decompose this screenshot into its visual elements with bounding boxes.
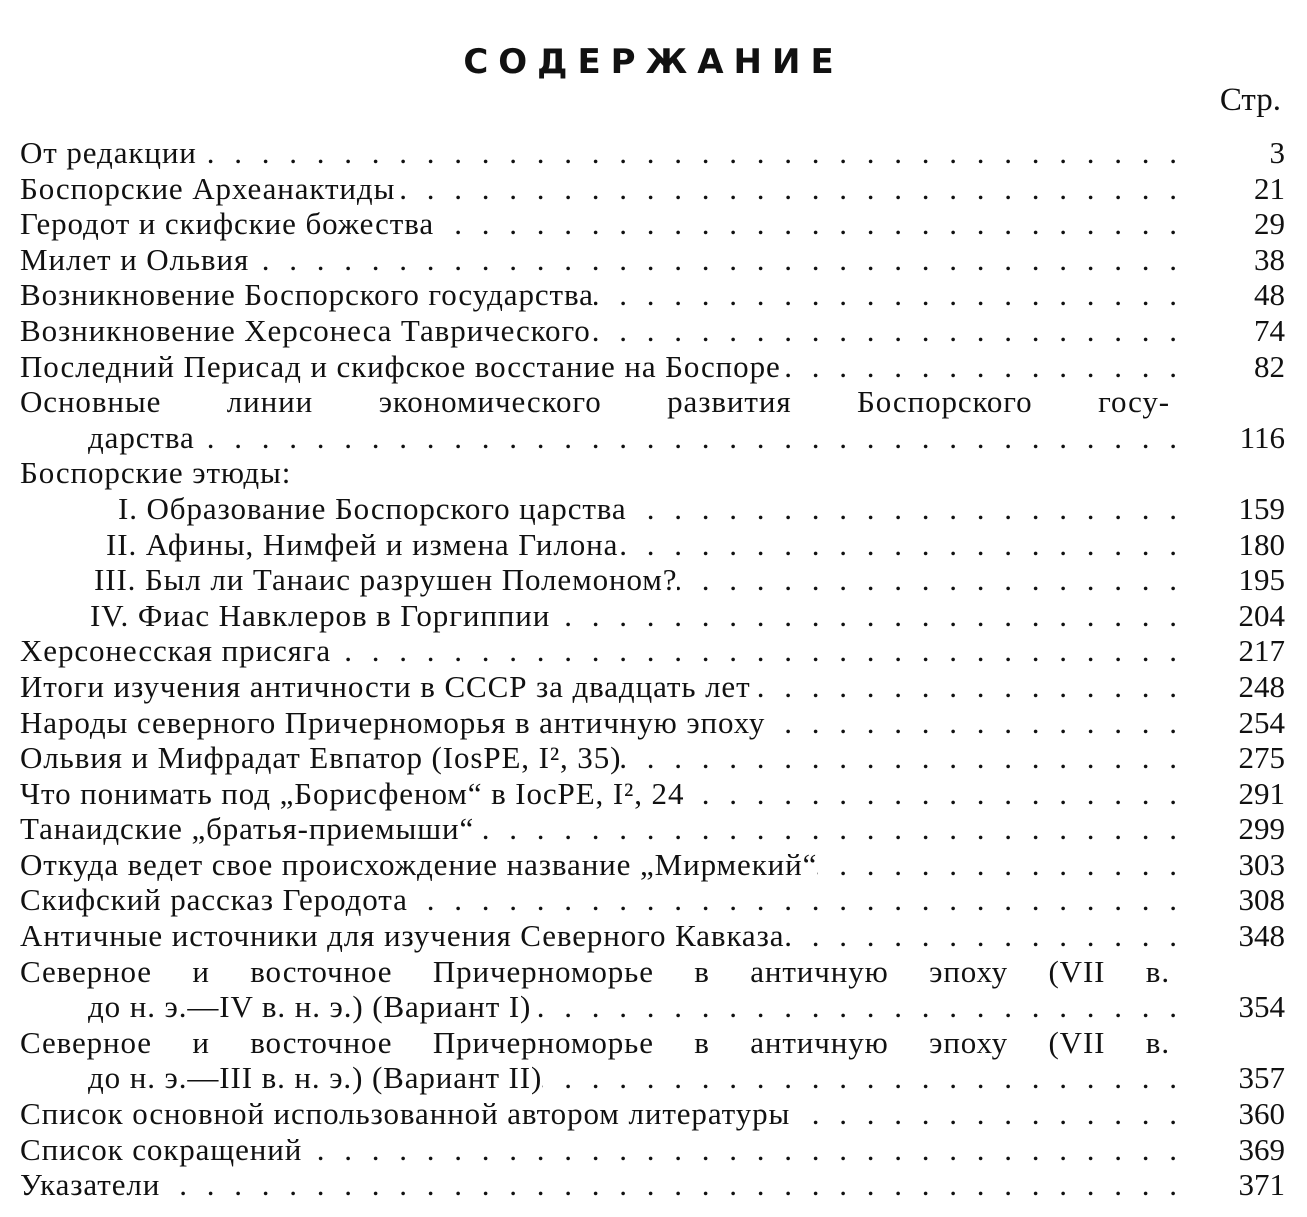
toc-page-number: 21	[1254, 170, 1285, 206]
toc-entry	[20, 171, 1285, 207]
toc-page-number: 303	[1238, 846, 1285, 882]
toc-entry-title-line2: до н. э.—IV в. н. э.) (Вариант I)	[88, 989, 532, 1025]
toc-entry	[20, 918, 1285, 954]
toc-entry-title: Народы северного Причерноморья в античную эпоху	[20, 704, 766, 740]
toc-entry-title: Что понимать под „Борисфеном“ в IocPE, I², 24	[20, 775, 685, 811]
toc-entry	[20, 1096, 1285, 1132]
dot-leader	[474, 811, 1189, 847]
toc-page-number: 217	[1238, 633, 1285, 669]
dot-leader	[249, 242, 1189, 278]
toc-page-number: 195	[1238, 562, 1285, 598]
toc-entry	[20, 277, 1285, 313]
toc-page-number: 299	[1238, 811, 1285, 847]
toc-entry-title: Откуда ведет свое происхождение название „Мирмекий“	[20, 846, 818, 882]
toc-entry	[20, 1167, 1285, 1203]
toc-entry-title-line1: Северное и восточное Причерноморье в античную эпоху (VII в.	[20, 953, 1170, 989]
toc-entry-title: Возникновение Боспорского государства	[20, 277, 594, 313]
toc-entry-title: Скифский рассказ Геродота	[20, 882, 408, 918]
toc-entry	[20, 1060, 1285, 1096]
toc-entry	[20, 669, 1285, 705]
toc-subentry-title: IV. Фиас Навклеров в Горгиппии	[90, 597, 551, 633]
toc-page-number: 204	[1238, 597, 1285, 633]
dot-leader	[790, 1096, 1189, 1132]
toc-entry	[20, 847, 1285, 883]
toc-entry-title: Милет и Ольвия	[20, 241, 250, 277]
dot-leader	[684, 776, 1189, 812]
toc-entry-title: Последний Перисад и скифское восстание на Боспоре	[20, 348, 781, 384]
toc-subentry-title: III. Был ли Танаис разрушен Полемоном?	[94, 562, 678, 598]
toc-entry-title: Геродот и скифские божества	[20, 206, 434, 242]
dot-leader	[302, 1132, 1189, 1168]
toc-subentry	[20, 598, 1285, 634]
toc-entry-title: Танаидские „братья-приемыши“	[20, 811, 475, 847]
toc-page-number: 275	[1238, 740, 1285, 776]
dot-leader	[765, 705, 1189, 741]
toc-entry-title-line2: дарства	[88, 419, 195, 455]
dot-leader	[434, 206, 1189, 242]
toc-entry-title-line1: Основные линии экономического развития Боспорского госу-	[20, 384, 1170, 420]
toc-entry-title: Возникновение Херсонеса Таврического	[20, 312, 591, 348]
dot-leader	[817, 847, 1189, 883]
dot-leader	[781, 349, 1189, 385]
dot-leader	[395, 171, 1189, 207]
toc-page-number: 369	[1238, 1131, 1285, 1167]
toc-subentry	[20, 491, 1285, 527]
toc-entry-title-line1: Северное и восточное Причерноморье в античную эпоху (VII в.	[20, 1024, 1170, 1060]
toc-entry-title: Список сокращений	[20, 1131, 303, 1167]
page-column-header: Стр.	[1219, 82, 1281, 118]
toc-entry	[20, 705, 1285, 741]
dot-leader	[591, 313, 1189, 349]
toc-entry	[20, 882, 1285, 918]
toc-entry	[20, 989, 1285, 1025]
toc-entry-title: Античные источники для изучения Северного Кавказа	[20, 918, 785, 954]
dot-leader	[618, 527, 1189, 563]
toc-page-number: 254	[1238, 704, 1285, 740]
toc-entry	[20, 242, 1285, 278]
dot-leader	[784, 918, 1189, 954]
toc-page-number: 360	[1238, 1096, 1285, 1132]
dot-leader	[531, 989, 1189, 1025]
toc-entry	[20, 349, 1285, 385]
dot-leader	[550, 598, 1189, 634]
toc-subentry	[20, 562, 1285, 598]
toc-entry-title: Указатели	[20, 1167, 161, 1203]
toc-page-number: 371	[1238, 1167, 1285, 1203]
dot-leader	[331, 633, 1189, 669]
toc-page-number: 354	[1238, 989, 1285, 1025]
toc-entry	[20, 313, 1285, 349]
toc-entry-title: Итоги изучения античности в СССР за двадцать лет	[20, 668, 751, 704]
toc-subentry-title: II. Афины, Нимфей и измена Гилона	[106, 526, 619, 562]
toc-entry	[20, 776, 1285, 812]
toc-page-number: 291	[1238, 775, 1285, 811]
toc-page-number: 29	[1254, 206, 1285, 242]
toc-entry-title: От редакции	[20, 135, 197, 170]
section-heading: Боспорские этюды:	[20, 455, 292, 491]
dot-leader	[195, 420, 1189, 456]
toc-entry	[20, 811, 1285, 847]
toc-entry-title-line2: до н. э.—III в. н. э.) (Вариант II)	[88, 1060, 543, 1096]
toc-page-number: 357	[1238, 1060, 1285, 1096]
toc-page-number: 308	[1238, 882, 1285, 918]
dot-leader	[677, 562, 1189, 598]
toc-page-number: 116	[1239, 419, 1285, 455]
toc-entry	[20, 420, 1285, 456]
toc-entry	[20, 206, 1285, 242]
dot-leader	[542, 1060, 1189, 1096]
page-title: СОДЕРЖАНИЕ	[463, 42, 844, 82]
dot-leader	[197, 135, 1189, 171]
toc-entry	[20, 633, 1285, 669]
toc-subentry	[20, 527, 1285, 563]
toc-page-number: 180	[1238, 526, 1285, 562]
toc-page-number: 248	[1238, 668, 1285, 704]
table-of-contents	[20, 135, 1285, 1203]
toc-subentry-title: I. Образование Боспорского царства	[118, 490, 627, 526]
toc-page-number: 74	[1254, 312, 1285, 348]
toc-entry	[20, 740, 1285, 776]
toc-entry	[20, 1132, 1285, 1168]
toc-entry-title: Список основной использованной автором литературы	[20, 1096, 791, 1132]
dot-leader	[627, 491, 1189, 527]
dot-leader	[751, 669, 1189, 705]
toc-entry-title: Ольвия и Мифрадат Евпатор (IosPE, I², 35)	[20, 740, 622, 776]
dot-leader	[594, 277, 1189, 313]
toc-entry-title: Херсонесская присяга	[20, 633, 332, 669]
toc-page-number: 82	[1254, 348, 1285, 384]
dot-leader	[408, 882, 1189, 918]
toc-page-number: 3	[1269, 135, 1285, 170]
toc-page-number: 48	[1254, 277, 1285, 313]
toc-entry-title: Боспорские Археанактиды	[20, 170, 396, 206]
dot-leader	[621, 740, 1189, 776]
toc-page-number: 348	[1238, 918, 1285, 954]
toc-entry	[20, 135, 1285, 171]
toc-page-number: 38	[1254, 241, 1285, 277]
dot-leader	[160, 1167, 1189, 1203]
toc-page-number: 159	[1238, 490, 1285, 526]
